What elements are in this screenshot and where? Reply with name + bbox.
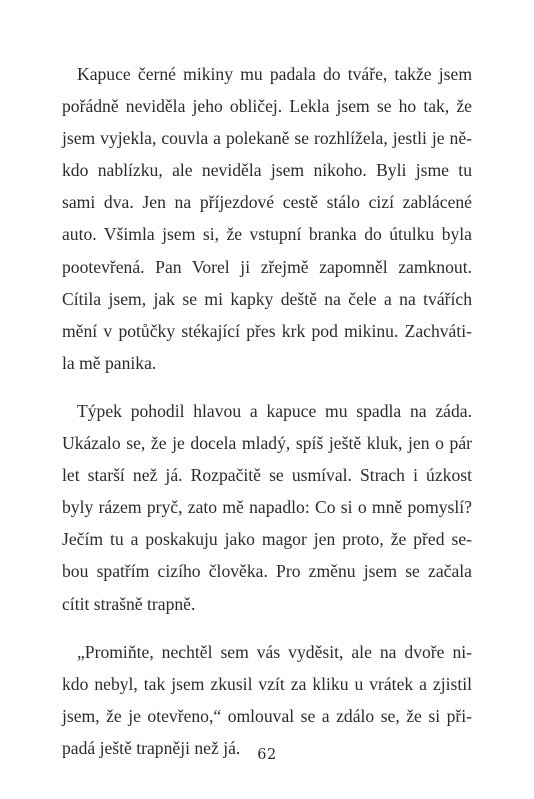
text-line: Ukázalo se, že je docela mladý, spíš ještě kluk, jen o pár [62,433,472,454]
text-line: let starší než já. Rozpačitě se usmíval. Strach i úzkost [62,465,472,486]
text-line: sami dva. Jen na příjezdové cestě stálo cizí zablácené [62,192,472,213]
text-line: Týpek pohodil hlavou a kapuce mu spadla na záda. [77,400,472,421]
page-number: 62 [257,747,277,763]
text-line: jsem vyjekla, couvla a polekaně se rozhlížela, jestli je ně- [62,128,472,149]
text-line: mění v potůčky stékající přes krk pod mikinu. Zachváti- [62,320,472,341]
text-line: byly rázem pryč, zato mě napadlo: Co si o mně pomyslí? [62,497,472,518]
text-line: pootevřená. Pan Vorel ji zřejmě zapomněl zamknout. [62,256,472,277]
paragraph-3 [62,636,472,764]
paragraph-1 [62,58,472,379]
text-line: cítit strašně trapně. [62,593,196,614]
text-line: „Promiňte, nechtěl sem vás vyděsit, ale na dvoře ni- [77,641,472,662]
text-line: la mě panika. [62,352,157,373]
text-line: kdo nablízku, ale neviděla jsem nikoho. Byli jsme tu [62,160,472,181]
text-line: padá ještě trapněji než já. [62,737,241,758]
book-page-text [62,58,472,764]
text-line: jsem, že je otevřeno,“ omlouval se a zdálo se, že si při- [62,705,472,726]
text-line: Kapuce černé mikiny mu padala do tváře, takže jsem [77,64,472,84]
text-line: Cítila jsem, jak se mi kapky deště na čele a na tvářích [62,288,472,309]
text-line: kdo nebyl, tak jsem zkusil vzít za kliku u vrátek a zjistil [62,673,472,694]
paragraph-2 [62,395,472,620]
text-line: auto. Všimla jsem si, že vstupní branka do útulku byla [62,224,472,245]
text-line: pořádně neviděla jeho obličej. Lekla jsem se ho tak, že [62,96,472,117]
text-line: Ječím tu a poskakuju jako magor jen proto, že před se- [62,529,472,550]
text-line: bou spatřím cizího člověka. Pro změnu jsem se začala [62,561,472,582]
